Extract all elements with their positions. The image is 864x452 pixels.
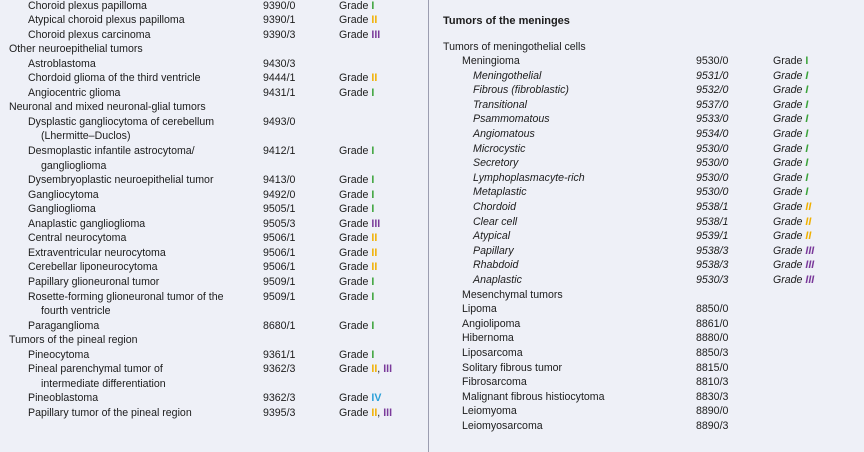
table-row — [430, 142, 864, 157]
grade-label: Grade — [339, 86, 369, 99]
grade-numeral: III — [805, 259, 815, 272]
icd-o-code: 8830/3 — [696, 390, 729, 403]
icd-o-code: 9534/0 — [696, 128, 729, 140]
tumor-name: Neuronal and mixed neuronal-glial tumors — [9, 101, 206, 114]
grade-numeral: I — [805, 113, 809, 126]
table-row — [430, 156, 864, 171]
tumor-name: Lipoma — [462, 303, 497, 316]
tumor-name: Cerebellar liponeurocytoma — [28, 261, 158, 274]
grade-numeral: III — [805, 244, 815, 257]
who-grade — [339, 86, 374, 101]
tumor-name: Meningothelial — [473, 69, 542, 82]
grade-label: Grade — [773, 244, 803, 257]
icd-o-code: 9431/1 — [263, 86, 296, 99]
icd-o-code: 9533/0 — [696, 113, 729, 126]
grade-numeral: III — [371, 28, 381, 41]
who-grade — [339, 202, 374, 217]
who-grade — [773, 98, 808, 113]
table-row — [430, 404, 864, 419]
icd-o-code: 9539/1 — [696, 230, 729, 243]
table-row — [0, 86, 428, 101]
table-row — [0, 0, 428, 13]
table-row — [430, 273, 864, 288]
icd-o-code: 9506/1 — [263, 232, 296, 245]
tumor-name: Fibrosarcoma — [462, 376, 527, 389]
icd-o-code: 8850/0 — [696, 303, 729, 316]
grade-label: Grade — [339, 72, 369, 85]
grade-numeral: II — [371, 232, 378, 245]
grade-label: Grade — [339, 392, 369, 405]
tumor-name: fourth ventricle — [41, 305, 111, 318]
tumor-name: Other neuroepithelial tumors — [9, 43, 143, 56]
who-grade — [773, 244, 814, 259]
icd-o-code: 9538/3 — [696, 259, 729, 272]
tumor-name: Hibernoma — [462, 332, 514, 345]
table-row — [0, 406, 428, 421]
icd-o-code: 8810/3 — [696, 376, 729, 389]
who-grade — [339, 144, 374, 159]
table-row — [430, 171, 864, 186]
section-heading — [430, 40, 864, 55]
who-grade — [339, 13, 377, 28]
grade-numeral: I — [371, 0, 375, 12]
icd-o-code: 9530/0 — [696, 186, 729, 199]
icd-o-code: 9395/3 — [263, 406, 296, 419]
tumor-name: Anaplastic ganglioglioma — [28, 217, 146, 230]
tumor-name: Solitary fibrous tumor — [462, 361, 563, 374]
tumor-name: Mesenchymal tumors — [462, 288, 563, 301]
who-grade — [773, 171, 808, 186]
icd-o-code: 8861/0 — [696, 317, 729, 330]
grade-label: Grade — [339, 246, 369, 259]
section-heading — [0, 42, 428, 57]
icd-o-code: 9530/3 — [696, 274, 729, 286]
table-row — [0, 144, 428, 159]
grade-numeral: I — [371, 203, 375, 216]
tumor-name: Metaplastic — [473, 186, 527, 199]
tumor-name: Microcystic — [473, 142, 526, 155]
tumor-name: Tumors of the pineal region — [9, 334, 138, 347]
tumor-name: intermediate differentiation — [41, 377, 166, 390]
tumor-name: ganglioglioma — [41, 159, 107, 172]
grade-label: Grade — [339, 0, 369, 12]
table-row — [430, 317, 864, 332]
icd-o-code: 9493/0 — [263, 115, 296, 128]
grade-label: Grade — [773, 274, 803, 286]
icd-o-code: 9390/0 — [263, 0, 296, 12]
icd-o-code: 9537/0 — [696, 98, 729, 111]
table-row — [0, 71, 428, 86]
tumor-name: Dysplastic gangliocytoma of cerebellum — [28, 115, 215, 128]
grade-numeral: I — [805, 84, 809, 97]
section-heading — [0, 159, 428, 174]
grade-label: Grade — [773, 84, 803, 97]
table-row — [430, 390, 864, 405]
grade-numeral: I — [805, 142, 809, 155]
grade-numeral: IV — [371, 392, 382, 405]
grade-numeral: III — [805, 274, 815, 286]
section-heading — [0, 100, 428, 115]
tumor-name: Tumors of meningothelial cells — [443, 40, 586, 53]
who-grade — [773, 112, 808, 127]
table-row — [430, 346, 864, 361]
tumor-name: Transitional — [473, 98, 527, 111]
grade-label: Grade — [339, 28, 369, 41]
grade-label: Grade — [773, 215, 803, 228]
grade-separator: , — [377, 406, 384, 419]
table-row — [0, 319, 428, 334]
who-grade — [339, 71, 377, 86]
tumor-name: Choroid plexus carcinoma — [28, 28, 151, 41]
who-grade — [339, 231, 377, 246]
table-row — [430, 419, 864, 434]
tumor-name: Meningioma — [462, 55, 520, 67]
grade-label: Grade — [773, 128, 803, 140]
tumor-name: Dysembryoplastic neuroepithelial tumor — [28, 174, 214, 187]
tumor-name: Central neurocytoma — [28, 232, 127, 245]
grade-numeral: I — [371, 174, 375, 187]
icd-o-code: 9530/0 — [696, 171, 729, 184]
table-row — [430, 112, 864, 127]
who-grade — [773, 185, 808, 200]
grade-label: Grade — [339, 217, 369, 230]
tumor-name: Secretory — [473, 157, 519, 170]
table-row — [430, 54, 864, 69]
grade-label: Grade — [773, 69, 803, 82]
table-row — [430, 229, 864, 244]
tumor-name: Pineocytoma — [28, 348, 90, 361]
tumor-name: Fibrous (fibroblastic) — [473, 84, 569, 97]
grade-numeral: II — [371, 406, 378, 419]
who-grade — [773, 229, 811, 244]
who-grade — [773, 127, 808, 142]
grade-label: Grade — [773, 201, 803, 213]
table-row — [0, 231, 428, 246]
icd-o-code: 8890/3 — [696, 420, 729, 432]
tumor-name: Atypical — [473, 230, 511, 243]
who-grade — [773, 215, 811, 230]
grade-label: Grade — [773, 55, 803, 67]
who-grade — [339, 217, 380, 232]
table-row — [430, 331, 864, 346]
who-grade — [773, 69, 808, 84]
icd-o-code: 9505/3 — [263, 217, 296, 230]
grade-label: Grade — [773, 186, 803, 199]
grade-numeral: III — [383, 363, 393, 376]
grade-numeral: II — [805, 215, 812, 228]
icd-o-code: 9505/1 — [263, 203, 296, 216]
tumor-name: Paraganglioma — [28, 319, 100, 332]
grade-label: Grade — [339, 188, 369, 201]
table-row — [0, 290, 428, 305]
who-grade — [339, 246, 377, 261]
grade-numeral: I — [805, 128, 809, 140]
grade-numeral: I — [371, 275, 375, 288]
section-heading — [430, 288, 864, 303]
table-row — [430, 83, 864, 98]
icd-o-code: 9362/3 — [263, 363, 296, 376]
right-column — [430, 0, 864, 452]
grade-numeral: I — [371, 319, 375, 332]
table-row — [0, 348, 428, 363]
grade-numeral: II — [371, 246, 378, 259]
section-heading — [430, 14, 864, 29]
icd-o-code: 8850/3 — [696, 347, 729, 359]
tumor-name: Angiocentric glioma — [28, 86, 121, 99]
icd-o-code: 9390/1 — [263, 14, 296, 27]
icd-o-code: 9506/1 — [263, 261, 296, 274]
grade-label: Grade — [339, 348, 369, 361]
icd-o-code: 8880/0 — [696, 332, 729, 345]
tumor-name: Leiomyosarcoma — [462, 420, 543, 432]
grade-numeral: I — [371, 348, 375, 361]
grade-numeral: I — [805, 98, 809, 111]
grade-separator: , — [377, 363, 384, 376]
table-row — [0, 115, 428, 130]
grade-numeral: I — [371, 86, 375, 99]
grade-label: Grade — [339, 363, 369, 376]
who-grade — [773, 142, 808, 157]
grade-numeral: III — [371, 217, 381, 230]
who-grade — [339, 188, 374, 203]
who-grade — [773, 83, 808, 98]
table-row — [0, 217, 428, 232]
table-row — [0, 57, 428, 72]
who-grade — [339, 260, 377, 275]
icd-o-code: 9538/3 — [696, 244, 729, 257]
grade-numeral: I — [805, 55, 809, 67]
tumor-name: Papillary tumor of the pineal region — [28, 406, 192, 419]
icd-o-code: 9506/1 — [263, 246, 296, 259]
icd-o-code: 9509/1 — [263, 275, 296, 288]
table-row — [430, 69, 864, 84]
who-grade — [773, 54, 808, 69]
grade-numeral: I — [805, 171, 809, 184]
icd-o-code: 8680/1 — [263, 319, 296, 332]
tumor-name: Tumors of the meninges — [443, 14, 570, 27]
icd-o-code: 9532/0 — [696, 84, 729, 97]
tumor-name: Psammomatous — [473, 113, 550, 126]
tumor-name: Rhabdoid — [473, 259, 519, 272]
section-heading — [0, 129, 428, 144]
grade-numeral: I — [371, 188, 375, 201]
section-heading — [0, 304, 428, 319]
icd-o-code: 9413/0 — [263, 174, 296, 187]
who-grade — [773, 273, 814, 288]
grade-numeral: I — [371, 290, 375, 303]
who-grade — [339, 319, 374, 334]
icd-o-code: 9530/0 — [696, 142, 729, 155]
tumor-name: (Lhermitte–Duclos) — [41, 130, 131, 143]
grade-label: Grade — [339, 203, 369, 216]
who-grade — [339, 362, 392, 377]
grade-numeral: II — [371, 72, 378, 85]
table-row — [0, 173, 428, 188]
icd-o-code: 8815/0 — [696, 361, 729, 374]
grade-label: Grade — [773, 230, 803, 243]
tumor-name: Chordoid glioma of the third ventricle — [28, 72, 201, 85]
icd-o-code: 9362/3 — [263, 392, 296, 405]
tumor-name: Liposarcoma — [462, 347, 523, 359]
grade-label: Grade — [339, 232, 369, 245]
table-row — [0, 246, 428, 261]
icd-o-code: 9390/3 — [263, 28, 296, 41]
grade-numeral: II — [805, 230, 812, 243]
tumor-name: Ganglioglioma — [28, 203, 96, 216]
tumor-name: Angiomatous — [473, 128, 535, 140]
icd-o-code: 9538/1 — [696, 201, 729, 213]
table-row — [430, 127, 864, 142]
tumor-name: Anaplastic — [473, 274, 522, 286]
section-heading — [0, 377, 428, 392]
who-grade — [773, 200, 811, 215]
tumor-name: Papillary glioneuronal tumor — [28, 275, 160, 288]
grade-label: Grade — [773, 113, 803, 126]
who-grade — [339, 275, 374, 290]
grade-label: Grade — [773, 142, 803, 155]
grade-numeral: I — [805, 69, 809, 82]
icd-o-code: 9530/0 — [696, 157, 729, 170]
tumor-name: Desmoplastic infantile astrocytoma/ — [28, 145, 195, 157]
table-row — [0, 188, 428, 203]
who-grade — [339, 391, 381, 406]
icd-o-code: 9538/1 — [696, 215, 729, 228]
table-row — [0, 362, 428, 377]
grade-numeral: II — [371, 261, 378, 274]
table-row — [430, 375, 864, 390]
tumor-name: Lymphoplasmacyte-rich — [473, 171, 585, 184]
grade-label: Grade — [339, 406, 369, 419]
table-row — [430, 302, 864, 317]
grade-numeral: II — [371, 363, 378, 376]
tumor-name: Papillary — [473, 244, 514, 257]
grade-label: Grade — [773, 98, 803, 111]
icd-o-code: 9444/1 — [263, 72, 296, 85]
icd-o-code: 9361/1 — [263, 348, 296, 361]
table-row — [430, 185, 864, 200]
icd-o-code: 9492/0 — [263, 188, 296, 201]
icd-o-code: 9412/1 — [263, 145, 296, 157]
grade-numeral: III — [383, 406, 393, 419]
grade-label: Grade — [339, 290, 369, 303]
who-grade — [339, 348, 374, 363]
table-row — [430, 215, 864, 230]
icd-o-code: 9530/0 — [696, 55, 729, 67]
tumor-name: Pineoblastoma — [28, 392, 99, 405]
grade-numeral: I — [371, 145, 375, 157]
icd-o-code: 8890/0 — [696, 405, 729, 418]
who-grade — [339, 28, 380, 43]
grade-label: Grade — [339, 174, 369, 187]
table-row — [430, 98, 864, 113]
tumor-name: Pineal parenchymal tumor of — [28, 363, 163, 376]
grade-label: Grade — [773, 171, 803, 184]
left-column — [0, 0, 429, 452]
grade-numeral: II — [805, 201, 812, 213]
table-row — [0, 202, 428, 217]
grade-numeral: I — [805, 157, 809, 170]
icd-o-code: 9430/3 — [263, 57, 296, 70]
tumor-name: Chordoid — [473, 201, 516, 213]
grade-label: Grade — [773, 259, 803, 272]
tumor-name: Clear cell — [473, 215, 518, 228]
tumor-name: Atypical choroid plexus papilloma — [28, 14, 185, 27]
who-grade — [773, 258, 814, 273]
table-row — [0, 28, 428, 43]
tumor-name: Astroblastoma — [28, 57, 96, 70]
tumor-name: Leiomyoma — [462, 405, 517, 418]
grade-label: Grade — [339, 145, 369, 157]
table-row — [0, 13, 428, 28]
who-grade — [773, 156, 808, 171]
table-row — [430, 361, 864, 376]
who-grade — [339, 290, 374, 305]
tumor-name: Gangliocytoma — [28, 188, 99, 201]
section-heading — [0, 333, 428, 348]
grade-label: Grade — [339, 319, 369, 332]
tumor-name: Malignant fibrous histiocytoma — [462, 390, 605, 403]
grade-label: Grade — [339, 261, 369, 274]
grade-label: Grade — [339, 275, 369, 288]
table-row — [430, 200, 864, 215]
who-grade — [339, 173, 374, 188]
grade-numeral: II — [371, 14, 378, 27]
table-row — [0, 275, 428, 290]
grade-label: Grade — [773, 157, 803, 170]
who-grade — [339, 0, 374, 13]
table-row — [0, 391, 428, 406]
table-row — [430, 258, 864, 273]
grade-label: Grade — [339, 14, 369, 27]
icd-o-code: 9509/1 — [263, 290, 296, 303]
who-grade — [339, 406, 392, 421]
tumor-name: Extraventricular neurocytoma — [28, 246, 166, 259]
tumor-name: Angiolipoma — [462, 317, 521, 330]
tumor-name: Choroid plexus papilloma — [28, 0, 147, 12]
grade-numeral: I — [805, 186, 809, 199]
tumor-name: Rosette-forming glioneuronal tumor of the — [28, 290, 224, 303]
table-row — [0, 260, 428, 275]
table-row — [430, 244, 864, 259]
icd-o-code: 9531/0 — [696, 69, 729, 82]
